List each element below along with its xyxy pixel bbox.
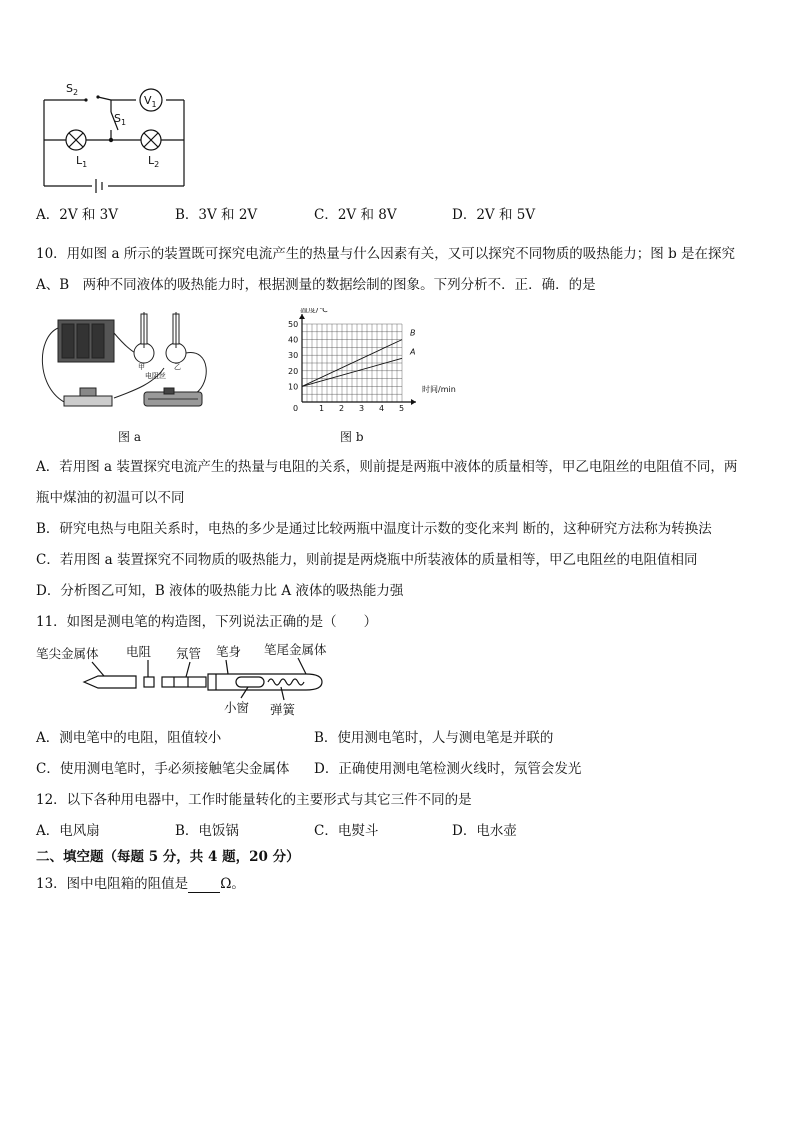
- q12-option-a: A．电风扇: [36, 823, 100, 839]
- junction-dot: [109, 138, 113, 142]
- q9-option-b: B．3V 和 2V: [175, 207, 258, 223]
- y-tick-label: 50: [288, 320, 299, 329]
- label-yi: 乙: [174, 363, 181, 371]
- q9-option-c: C．2V 和 8V: [314, 207, 397, 223]
- label-s2: $S_2$: [66, 82, 79, 97]
- q10-option-d: D．分析图乙可知，B 液体的吸热能力比 A 液体的吸热能力强: [36, 583, 404, 599]
- pen-tip: [84, 676, 136, 688]
- label-window: 小窗: [224, 700, 250, 715]
- q13-stem: [36, 875, 245, 893]
- y-tick-label: 30: [288, 351, 299, 361]
- label-s1: $S_1$: [114, 112, 127, 127]
- apparatus-svg: [36, 308, 236, 418]
- q10-stem-line2: A、B 两种不同液体的吸热能力时，根据测量的数据绘制的图象。下列分析不．正．确．的是: [36, 277, 596, 293]
- q9-option-a: A．2V 和 3V: [36, 207, 119, 223]
- figure-b-caption: 图 b: [340, 430, 364, 444]
- q11-stem: 11．如图是测电笔的构造图，下列说法正确的是（ ）: [36, 614, 378, 630]
- x-tick-label: 2: [339, 404, 345, 413]
- label-spring: 弹簧: [270, 702, 296, 717]
- q9-option-d: D．2V 和 5V: [452, 207, 536, 223]
- q11-option-b: B．使用测电笔时，人与测电笔是并联的: [314, 730, 554, 746]
- y-tick-label: 10: [288, 382, 299, 392]
- x-axis-label: 时间/min: [422, 385, 456, 394]
- figure-a-caption: 图 a: [118, 430, 141, 444]
- x-tick-label: 3: [359, 404, 365, 413]
- q13-text-after: Ω。: [220, 876, 245, 892]
- figure-a: [36, 308, 236, 448]
- q12-option-c: C．电熨斗: [314, 823, 379, 839]
- circuit-svg: [36, 78, 196, 196]
- q13-answer-blank[interactable]: [188, 878, 220, 893]
- label-jia: 甲: [138, 363, 145, 371]
- q11-option-a: A．测电笔中的电阻，阻值较小: [36, 730, 222, 746]
- q13-text-before: 13．图中电阻箱的阻值是: [36, 876, 189, 892]
- q10-stem-line1: 10．用如图 a 所示的装置既可探究电流产生的热量与什么因素有关，又可以探究不同物质的吸热能力；图 b 是在探究: [36, 246, 736, 262]
- y-tick-label: 40: [288, 335, 299, 345]
- pen-resistor: [144, 677, 154, 687]
- series-label-a: A: [410, 347, 416, 357]
- q11-option-d: D．正确使用测电笔检测火线时，氖管会发光: [314, 761, 582, 777]
- test-pen-diagram: [36, 640, 346, 720]
- q10-option-a-line1: A．若用图 a 装置探究电流产生的热量与电阻的关系，则前提是两瓶中液体的质量相等，甲乙电阻丝的电阻值不同，两: [36, 459, 738, 475]
- x-axis-arrow: [411, 399, 416, 405]
- x-tick-label: 5: [399, 404, 405, 413]
- label-tail: 笔尾金属体: [264, 642, 327, 657]
- switch-base: [64, 396, 112, 406]
- x-tick-label: 1: [319, 404, 325, 413]
- q12-option-b: B．电饭锅: [175, 823, 239, 839]
- label-body: 笔身: [216, 644, 242, 659]
- q12-option-d: D．电水壶: [452, 823, 517, 839]
- label-resistor: 电阻: [126, 644, 152, 659]
- pen-body: [208, 674, 322, 690]
- label-v1: $V_1$: [144, 94, 157, 109]
- y-tick-label: 20: [288, 366, 299, 376]
- pen-svg: [36, 640, 346, 720]
- circuit-diagram-q9: [36, 78, 196, 196]
- label-tip: 笔尖金属体: [36, 646, 99, 661]
- figure-b-chart: [282, 308, 472, 418]
- q10-option-a-line2: 瓶中煤油的初温可以不同: [36, 490, 185, 506]
- y-axis-arrow: [299, 314, 305, 319]
- label-neon: 氖管: [176, 646, 202, 661]
- q12-stem: 12．以下各种用电器中，工作时能量转化的主要形式与其它三件不同的是: [36, 792, 472, 808]
- switch-s2-blade: [98, 97, 111, 100]
- q11-option-c: C．使用测电笔时，手必须接触笔尖金属体: [36, 761, 290, 777]
- pen-window: [236, 677, 264, 687]
- y-axis-label: 温度/℃: [300, 308, 328, 314]
- section2-title: 二、填空题（每题 5 分，共 4 题，20 分）: [36, 849, 300, 865]
- series-label-b: B: [410, 328, 416, 338]
- pen-neon: [162, 677, 206, 687]
- x-tick-label: 0: [293, 404, 299, 413]
- q10-option-b: B．研究电热与电阻关系时，电热的多少是通过比较两瓶中温度计示数的变化来判 断的，这种研究方法称为转换法: [36, 521, 712, 537]
- label-l1: $L_1$: [76, 154, 88, 169]
- x-tick-label: 4: [379, 404, 385, 413]
- label-wire: 电阻丝: [145, 372, 166, 380]
- label-l2: $L_2$: [148, 154, 160, 169]
- q10-option-c: C．若用图 a 装置探究不同物质的吸热能力，则前提是两烧瓶中所装液体的质量相等，甲乙电阻丝的电阻值相同: [36, 552, 698, 568]
- temperature-chart: [282, 308, 472, 418]
